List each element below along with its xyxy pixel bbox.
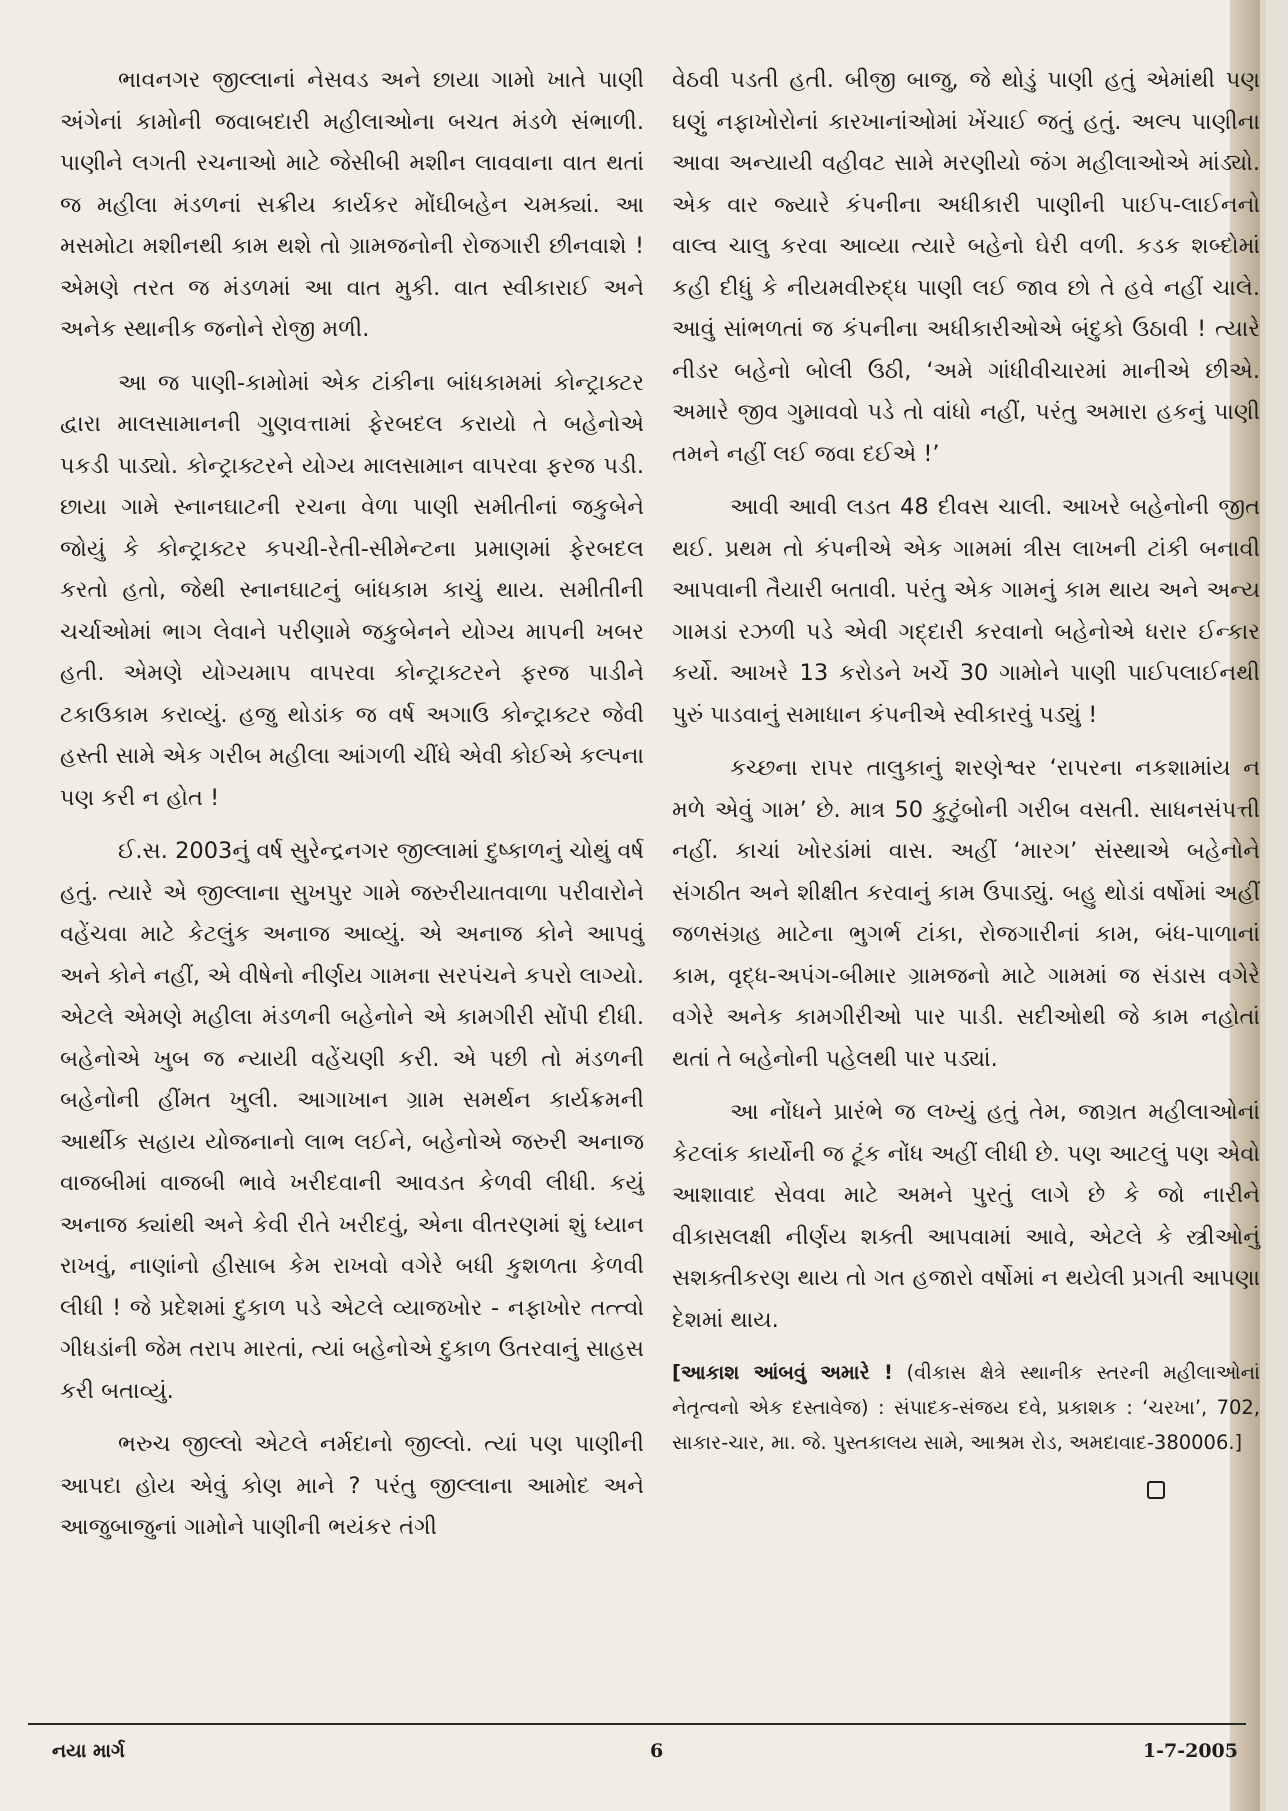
page-footer — [52, 1740, 1238, 1770]
footer-divider — [28, 1723, 1246, 1725]
page-number: 6 — [650, 1740, 664, 1762]
paragraph-bharuch-intro: ભરુચ જીલ્લો એટલે નર્મદાનો જીલ્લો. ત્યાં પણ પાણીની આપદા હોય એવું કોણ માને ? પરંતુ જીલ્લાના આમોદ અને આજુબાજુનાં ગામોને પાણીની ભયંકર તંગી — [60, 1431, 644, 1540]
citation-details: (વીકાસ ક્ષેત્રે સ્થાનીક સ્તરની મહીલાઓનાં નેતૃત્વનો એક દસ્તાવેજ) : સંપાદક-સંજય દવે, પ્રકાશક : ‘ચરખા’, 702, સાકાર-ચાર, મા. જે. પુસ્તકાલય સામે, આશ્રમ રોડ, અમદાવાદ-380006.] — [672, 1361, 1260, 1454]
issue-date: 1-7-2005 — [1142, 1740, 1238, 1762]
paragraph-bharuch-continued: વેઠવી પડતી હતી. બીજી બાજુ, જે થોડું પાણી હતું એમાંથી પણ ઘણું નફાખોરોનાં કારખાનાંઓમાં ખેંચાઈ જતું હતું. અલ્પ પાણીના આવા અન્યાયી વહીવટ સામે મરણીયો જંગ મહીલાઓએ માંડ્યો. એક વાર જ્યારે કંપનીના અધીકારી પાણીની પાઈપ-લાઈનનો વાલ્વ ચાલુ કરવા આવ્યા ત્યારે બહેનો ઘેરી વળી. કડક શબ્દોમાં કહી દીધું કે નીયમવીરુદ્ધ પાણી લઈ જાવ છો તે હવે નહીં ચાલે. આવું સાંભળતાં જ કંપનીના અધીકારીઓએ બંદુકો ઉઠાવી ! ત્યારે નીડર બહેનો બોલી ઉઠી, ‘અમે ગાંધીવીચારમાં માનીએ છીએ. અમારે જીવ ગુમાવવો પડે તો વાંધો નહીં, પરંતુ અમારા હકનું પાણી તમને નહીં લઈ જવા દઈએ !’ — [672, 67, 1260, 467]
article-left-column — [60, 60, 644, 1561]
publication-name: નયા માર્ગ — [52, 1740, 125, 1762]
paragraph-conclusion: આ નોંધને પ્રારંભે જ લખ્યું હતું તેમ, જાગ્રત મહીલાઓનાં કેટલાંક કાર્યોની જ ટૂંક નોંધ અહીં લીધી છે. પણ આટલું પણ એવો આશાવાદ સેવવા માટે અમને પુરતું લાગે છે કે જો નારીને વીકાસલક્ષી નીર્ણય શક્તી આપવામાં આવે, એટલે કે સ્ત્રીઓનું સશક્તીકરણ થાય તો ગત હજારો વર્ષોમાં ન થયેલી પ્રગતી આપણા દેશમાં થાય. — [672, 1099, 1260, 1333]
citation-book-title: [આકાશ આંબવું અમારે ! — [672, 1361, 893, 1384]
paragraph-tank-contractor: આ જ પાણી-કામોમાં એક ટાંકીના બાંધકામમાં કોન્ટ્રાક્ટર દ્વારા માલસામાનની ગુણવત્તામાં ફેરબદલ કરાયો તે બહેનોએ પકડી પાડ્યો. કોન્ટ્રાક્ટરને યોગ્ય માલસામાન વાપરવા ફરજ પડી. છાયા ગામે સ્નાનઘાટની રચના વેળા પાણી સમીતીનાં જકુબેને જોયું કે કોન્ટ્રાક્ટર કપચી-રેતી-સીમેન્ટના પ્રમાણમાં ફેરબદલ કરતો હતો, જેથી સ્નાનઘાટનું બાંધકામ કાચું થાય. સમીતીની ચર્ચાઓમાં ભાગ લેવાને પરીણામે જકુબેનને યોગ્ય માપની ખબર હતી. એમણે યોગ્યમાપ વાપરવા કોન્ટ્રાક્ટરને ફરજ પાડીને ટકાઉકામ કરાવ્યું. હજુ થોડાંક જ વર્ષ અગાઉ કોન્ટ્રાક્ટર જેવી હસ્તી સામે એક ગરીબ મહીલા આંગળી ચીંધે એવી કોઈએ કલ્પના પણ કરી ન હોત ! — [60, 369, 644, 811]
paragraph-48-day-struggle: આવી આવી લડત 48 દીવસ ચાલી. આખરે બહેનોની જીત થઈ. પ્રથમ તો કંપનીએ એક ગામમાં ત્રીસ લાખની ટાંકી બનાવી આપવાની તૈયારી બતાવી. પરંતુ એક ગામનું કામ થાય અને અન્ય ગામડાં રઝળી પડે એવી ગદ્દારી કરવાનો બહેનોએ ધરાર ઈન્કાર કર્યો. આખરે 13 કરોડને ખર્ચે 30 ગામોને પાણી પાઈપલાઈનથી પુરું પાડવાનું સમાધાન કંપનીએ સ્વીકારવું પડ્યું ! — [672, 494, 1260, 728]
paragraph-kutch-sharaneshwar: કચ્છના રાપર તાલુકાનું શરણેશ્વર ‘રાપરના નકશામાંય ન મળે એવું ગામ’ છે. માત્ર 50 કુટુંબોની ગરીબ વસતી. સાધનસંપત્તી નહીં. કાચાં ખોરડાંમાં વાસ. અહીં ‘મારગ’ સંસ્થાએ બહેનોને સંગઠીત અને શીક્ષીત કરવાનું કામ ઉપાડ્યું. બહુ થોડાં વર્ષોમાં અહીં જળસંગ્રહ માટેના ભુગર્ભ ટાંકા, રોજગારીનાં કામ, બંધ-પાળાનાં કામ, વૃદ્ધ-અપંગ-બીમાર ગ્રામજનો માટે ગામમાં જ સંડાસ વગેરે વગેરે અનેક કામગીરીઓ પાર પાડી. સદીઓથી જે કામ નહોતાં થતાં તે બહેનોની પહેલથી પાર પડ્યાં. — [672, 755, 1260, 1072]
hollow-square-icon — [1147, 1481, 1165, 1499]
paragraph-nesvad-water-works: ભાવનગર જીલ્લાનાં નેસવડ અને છાયા ગામો ખાતે પાણી અંગેનાં કામોની જવાબદારી મહીલાઓના બચત મંડળે સંભાળી. પાણીને લગતી રચનાઓ માટે જેસીબી મશીન લાવવાના વાત થતાં જ મહીલા મંડળનાં સક્રીય કાર્યકર મોંઘીબહેન ચમક્યાં. આ મસમોટા મશીનથી કામ થશે તો ગ્રામજનોની રોજગારી છીનવાશે ! એમણે તરત જ મંડળમાં આ વાત મુકી. વાત સ્વીકારાઈ અને અનેક સ્થાનીક જનોને રોજી મળી. — [60, 67, 644, 342]
end-of-article-mark — [672, 1472, 1260, 1514]
article-right-column — [672, 60, 1260, 1514]
paragraph-surendranagar-drought: ઈ.સ. 2003નું વર્ષ સુરેન્દ્રનગર જીલ્લામાં દુષ્કાળનું ચોથું વર્ષ હતું. ત્યારે એ જીલ્લાના સુખપુર ગામે જરુરીયાતવાળા પરીવારોને વહેંચવા માટે કેટલુંક અનાજ આવ્યું. એ અનાજ કોને આપવું અને કોને નહીં, એ વીષેનો નીર્ણય ગામના સરપંચને કપરો લાગ્યો. એટલે એમણે મહીલા મંડળની બહેનોને એ કામગીરી સોંપી દીધી. બહેનોએ ખુબ જ ન્યાયી વહેંચણી કરી. એ પછી તો મંડળની બહેનોની હીંમત ખુલી. આગાખાન ગ્રામ સમર્થન કાર્યક્રમની આર્થીક સહાય યોજનાનો લાભ લઈને, બહેનોએ જરુરી અનાજ વાજબીમાં વાજબી ભાવે ખરીદવાની આવડત કેળવી લીધી. કયું અનાજ ક્યાંથી અને કેવી રીતે ખરીદવું, એના વીતરણમાં શું ધ્યાન રાખવું, નાણાંનો હીસાબ કેમ રાખવો વગેરે બધી કુશળતા કેળવી લીધી ! જે પ્રદેશમાં દુકાળ પડે એટલે વ્યાજખોર - નફાખોર તત્ત્વો ગીધડાંની જેમ તરાપ મારતાં, ત્યાં બહેનોએ દુકાળ ઉતરવાનું સાહસ કરી બતાવ્યું. — [60, 838, 644, 1404]
book-citation — [672, 1355, 1260, 1460]
